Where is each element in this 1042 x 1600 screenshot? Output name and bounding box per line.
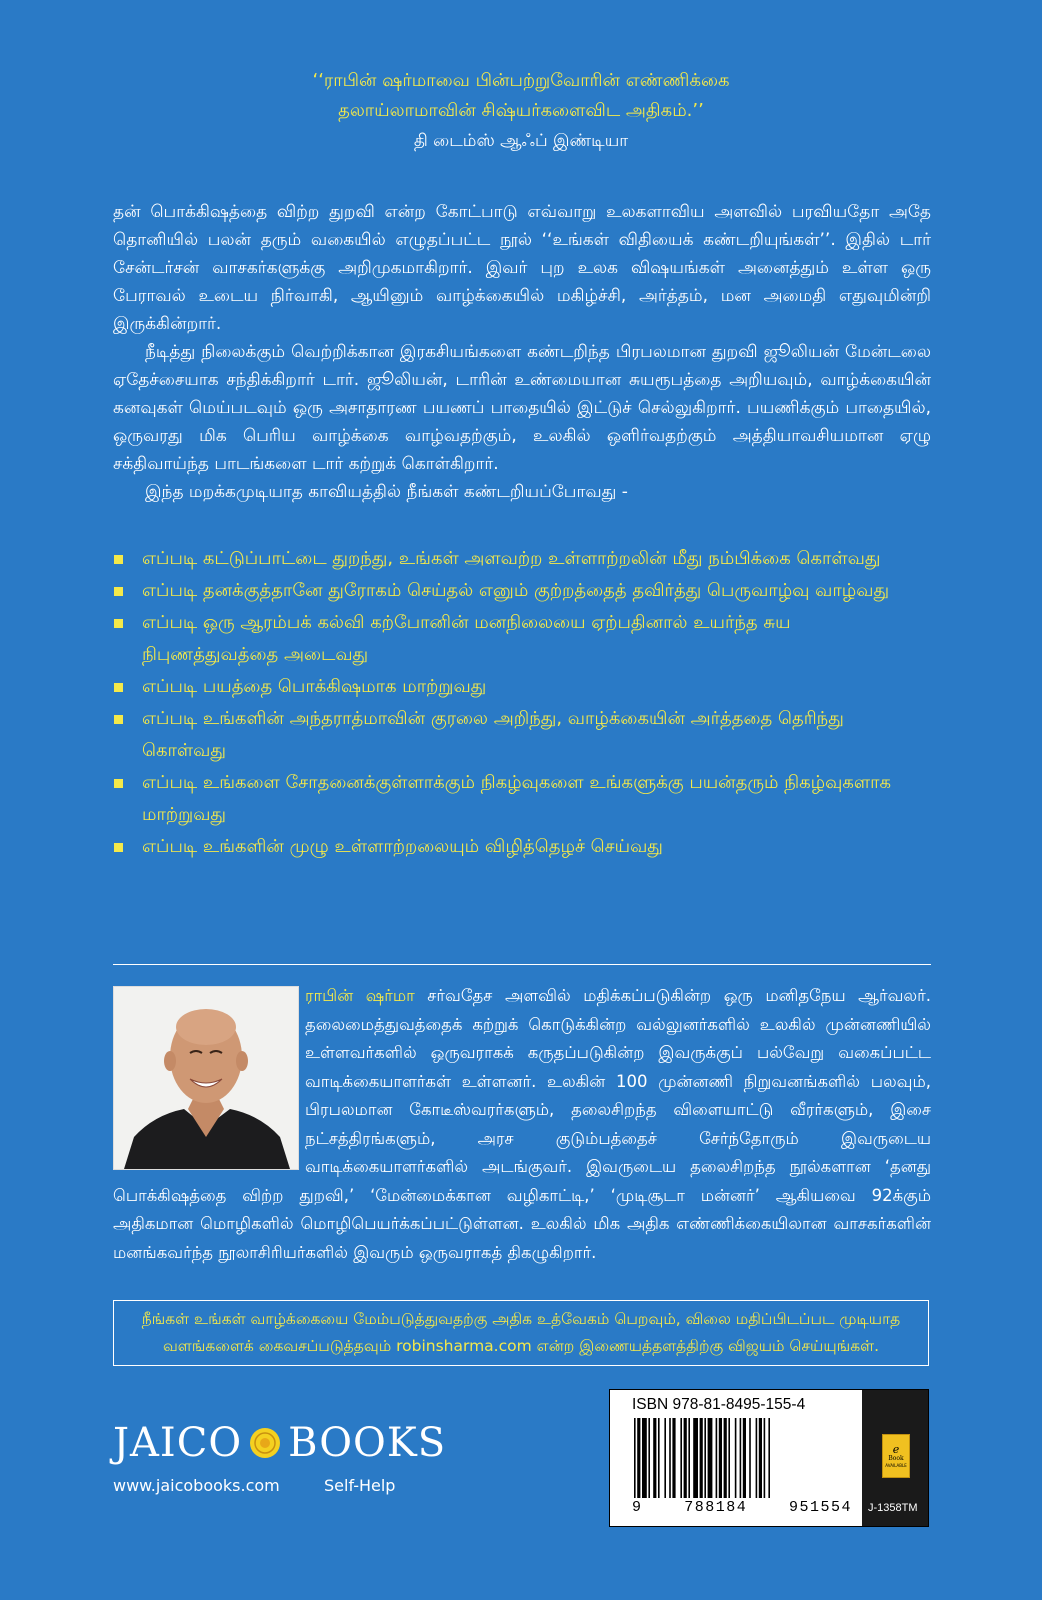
description-paragraph-1: தன் பொக்கிஷத்தை விற்ற துறவி என்ற கோட்பாடு எவ்வாறு உலகளாவிய அளவில் பரவியதோ அதே தொனியில் பலன் தரும் வகையில் எழுதப்பட்ட நூல் ‘‘உங்கள் விதியைக் கண்டறியுங்கள்’’. இதில் டார் சேன்டர்சன் வாசகர்களுக்கு அறிமுகமாகிறார். இவர் புற உலக விஷயங்கள் அனைத்தும் உள்ள ஒரு பேராவல் உடைய நிர்வாகி, ஆயினும் வாழ்க்கையில் மகிழ்ச்சி, அர்த்தம், மன அமைதி எதுவுமின்றி இருக்கின்றார். — [113, 202, 931, 334]
quote-source: தி டைம்ஸ் ஆஃப் இண்டியா — [413, 131, 629, 151]
bullet-square-icon — [114, 715, 123, 724]
publisher-word-2: BOOKS — [288, 1420, 447, 1466]
website-callout-line-2: வளங்களைக் கைவசப்படுத்தவும் robinsharma.com என்ற இணையத்தளத்திற்கு விஜயம் செய்யுங்கள். — [162, 1337, 880, 1355]
quote-line-1: ‘‘ராபின் ஷர்மாவை பின்பற்றுவோரின் எண்ணிக்கை — [312, 70, 730, 91]
quote-line-2: தலாய்லாமாவின் சிஷ்யர்களைவிட அதிகம்.’’ — [338, 100, 704, 121]
bullet-square-icon — [114, 619, 123, 628]
website-callout-line-1: நீங்கள் உங்கள் வாழ்க்கையை மேம்படுத்துவதற்கு அதிக உத்வேகம் பெறவும், விலை மதிப்பிடப்பட முடியாத — [141, 1310, 901, 1328]
isbn-barcode-block — [609, 1389, 929, 1527]
learning-point: எப்படி பயத்தை பொக்கிஷமாக மாற்றுவது — [113, 671, 931, 703]
author-bio-text: சர்வதேச அளவில் மதிக்கப்படுகின்ற ஒரு மனிதநேய ஆர்வலர். தலைமைத்துவத்தைக் கற்றுக் கொடுக்கின்ற வல்லுனர்களில் உலகில் முன்னணியில் உள்ளவர்களில் ஒருவராகக் கருதப்படுகின்ற இவருக்குப் பல்வேறு வகைப்பட்ட வாடிக்கையாளர்கள் உள்ளனர். உலகின் 100 முன்னணி நிறுவனங்களில் பலவும், பிரபலமான கோடீஸ்வரர்களும், தலைசிறந்த விளையாட்டு வீரர்களும், இசை நட்சத்திரங்களும், அரச குடும்பத்தைச் சேர்ந்தோரும் இவருடைய வாடிக்கையாளர்களில் அடங்குவர். இவருடைய தலைசிறந்த நூல்களான ‘தனது பொக்கிஷத்தை விற்ற துறவி,’ ‘மேன்மைக்கான வழிகாட்டி,’ ‘முடிசூடா மன்னர்’ ஆகியவை 92க்கும் அதிகமான மொழிகளில் மொழிபெயர்க்கப்பட்டுள்ளன. உலகில் மிக அதிக எண்ணிக்கையிலான வாசகர்களின் மனங்கவர்ந்த நூலாசிரியர்களில் இவரும் ஒருவராகத் திகழுகிறார். — [113, 986, 931, 1262]
praise-quote — [0, 66, 1042, 156]
bullet-square-icon — [114, 779, 123, 788]
learning-point: எப்படி ஒரு ஆரம்பக் கல்வி கற்போனின் மனநிலையை ஏற்பதினால் உயர்ந்த சுய நிபுணத்துவத்தை அடைவது — [113, 607, 931, 671]
barcode — [632, 1418, 852, 1514]
section-divider — [113, 964, 931, 965]
learning-point: எப்படி உங்களின் முழு உள்ளாற்றலையும் விழித்தெழச் செய்வது — [113, 831, 931, 863]
author-name: ராபின் ஷர்மா — [305, 986, 415, 1005]
learning-point: எப்படி கட்டுப்பாட்டை துறந்து, உங்கள் அளவற்ற உள்ளாற்றலின் மீது நம்பிக்கை கொள்வது — [113, 543, 931, 575]
barcode-bars — [632, 1418, 852, 1498]
barcode-digits: 9 788184 951554 — [632, 1499, 852, 1516]
learning-point: எப்படி தனக்குத்தானே துரோகம் செய்தல் எனும் குற்றத்தைத் தவிர்த்து பெருவாழ்வு வாழ்வது — [113, 575, 931, 607]
bullet-square-icon — [114, 843, 123, 852]
learning-point: எப்படி உங்களின் அந்தராத்மாவின் குரலை அறிந்து, வாழ்க்கையின் அர்த்ததை தெரிந்து கொள்வது — [113, 703, 931, 767]
sun-emblem-icon — [248, 1426, 282, 1460]
ebook-available-icon: e Book AVAILABLE — [882, 1434, 910, 1478]
website-callout — [113, 1300, 929, 1366]
catalog-code: J-1358TM — [868, 1502, 918, 1514]
publisher-word-1: JAICO — [113, 1420, 243, 1466]
isbn-label: ISBN 978-81-8495-155-4 — [632, 1396, 806, 1413]
publisher-logo — [113, 1420, 446, 1466]
learning-points-list — [113, 543, 931, 863]
author-photo — [113, 986, 299, 1170]
bullet-square-icon — [114, 587, 123, 596]
book-description — [113, 198, 931, 506]
publisher-website: www.jaicobooks.com — [113, 1476, 280, 1495]
description-lead-in: இந்த மறக்கமுடியாத காவியத்தில் நீங்கள் கண்டறியப்போவது - — [145, 482, 628, 502]
learning-point: எப்படி உங்களை சோதனைக்குள்ளாக்கும் நிகழ்வுகளை உங்களுக்கு பயன்தரும் நிகழ்வுகளாக மாற்றுவது — [113, 767, 931, 831]
description-paragraph-2: நீடித்து நிலைக்கும் வெற்றிக்கான இரகசியங்களை கண்டறிந்த பிரபலமான துறவி ஜூலியன் மேன்டலை ஏதேச்சையாக சந்திக்கிறார் டார். ஜூலியன், டாரின் உண்மையான சுயரூபத்தை அறியவும், வாழ்க்கையின் கனவுகள் மெய்படவும் ஒரு அசாதாரண பயணப் பாதையில் இட்டுச் செல்லுகிறார். பயணிக்கும் பாதையில், ஒருவரது மிக பெரிய வாழ்க்கை வாழ்வதற்கும், உலகில் ஒளிர்வதற்கும் அத்தியாவசியமான ஏழு சக்திவாய்ந்த பாடங்களை டார் கற்றுக் கொள்கிறார். — [113, 342, 931, 474]
bullet-square-icon — [114, 555, 123, 564]
bullet-square-icon — [114, 683, 123, 692]
book-category: Self-Help — [324, 1476, 396, 1495]
ebook-panel — [862, 1390, 928, 1526]
